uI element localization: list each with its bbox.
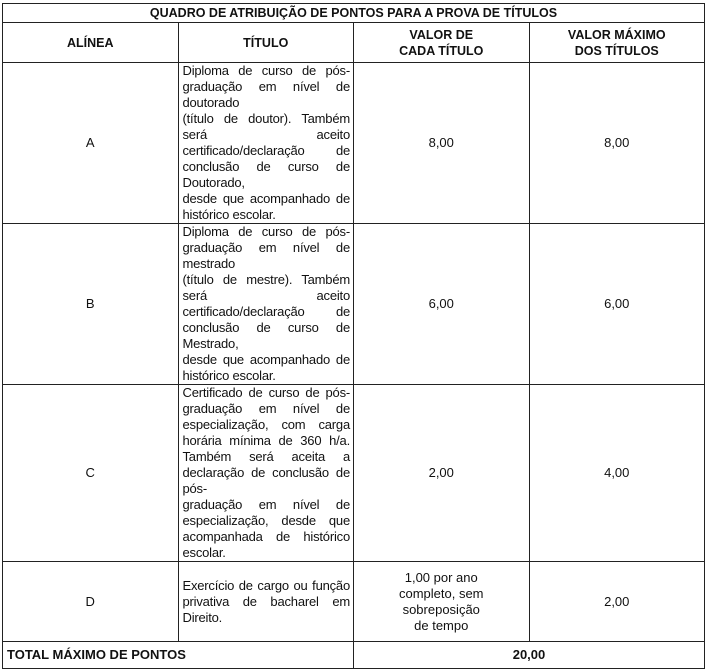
- table-row: [3, 385, 705, 562]
- titulo-line: (título de doutor). Também será aceito: [182, 111, 350, 142]
- titulo-line: (título de mestre). Também será aceito: [182, 272, 350, 303]
- cell-alinea: D: [3, 562, 179, 642]
- valor-line: 1,00 por ano: [404, 569, 478, 585]
- valor-line: 8,00: [428, 135, 454, 150]
- titulo-line: certificado/declaração de conclusão de curso de Mestrado,: [182, 304, 350, 351]
- cell-valor-cada: [354, 562, 530, 642]
- cell-titulo: [178, 562, 354, 642]
- cell-valor-cada: [354, 224, 530, 385]
- cell-valor-maximo: 6,00: [529, 224, 705, 385]
- valor-line: 2,00: [428, 465, 454, 480]
- cell-titulo: [178, 385, 354, 562]
- header-valor-maximo: [529, 23, 705, 63]
- titulo-line: certificado/declaração de conclusão de curso de Doutorado,: [182, 143, 350, 190]
- cell-valor-cada: [354, 63, 530, 224]
- valor-line: completo, sem: [398, 585, 484, 601]
- cell-valor-maximo: 4,00: [529, 385, 705, 562]
- table-title-row: [3, 4, 705, 23]
- header-valor-cada: [354, 23, 530, 63]
- titulo-line: graduação em nível de especialização, desde que: [182, 497, 350, 528]
- header-titulo: TÍTULO: [178, 23, 354, 63]
- table-title: QUADRO DE ATRIBUIÇÃO DE PONTOS PARA A PROVA DE TÍTULOS: [3, 4, 705, 23]
- header-valor-maximo-line: VALOR MÁXIMO: [567, 27, 666, 42]
- titulo-line: Diploma de curso de pós-graduação em nível de doutorado: [182, 63, 350, 110]
- header-row: [3, 23, 705, 63]
- titulo-line: Exercício de cargo ou função privativa de bacharel em: [182, 577, 350, 609]
- header-valor-maximo-line: DOS TÍTULOS: [574, 43, 659, 58]
- titulo-line: desde que acompanhado de histórico escolar.: [182, 191, 350, 222]
- cell-valor-maximo: 2,00: [529, 562, 705, 642]
- valor-line: 6,00: [428, 296, 454, 311]
- cell-alinea: A: [3, 63, 179, 224]
- total-value: 20,00: [354, 642, 705, 669]
- table-row: [3, 562, 705, 642]
- cell-valor-cada: [354, 385, 530, 562]
- total-row: [3, 642, 705, 669]
- header-valor-cada-line: VALOR DE: [409, 27, 474, 42]
- header-valor-cada-line: CADA TÍTULO: [399, 43, 484, 58]
- header-alinea: ALÍNEA: [3, 23, 179, 63]
- titulo-line: especialização, com carga horária mínima de 360 h/a.: [182, 417, 350, 448]
- titulo-line: acompanhada de histórico escolar.: [182, 529, 350, 560]
- titulo-line: Também será aceita a declaração de conclusão de pós-: [182, 449, 350, 496]
- valor-line: sobreposição: [402, 601, 480, 617]
- titulo-line: Diploma de curso de pós-graduação em nível de mestrado: [182, 224, 350, 271]
- cell-alinea: C: [3, 385, 179, 562]
- table-row: [3, 63, 705, 224]
- cell-alinea: B: [3, 224, 179, 385]
- valor-line: de tempo: [414, 617, 469, 633]
- points-table: [2, 3, 705, 669]
- titulo-line: Direito.: [182, 609, 223, 625]
- titulo-line: desde que acompanhado de histórico escolar.: [182, 352, 350, 383]
- cell-valor-maximo: 8,00: [529, 63, 705, 224]
- table-row: [3, 224, 705, 385]
- cell-titulo: [178, 224, 354, 385]
- total-label: TOTAL MÁXIMO DE PONTOS: [3, 642, 354, 669]
- cell-titulo: [178, 63, 354, 224]
- titulo-line: Certificado de curso de pós-graduação em nível de: [182, 385, 350, 416]
